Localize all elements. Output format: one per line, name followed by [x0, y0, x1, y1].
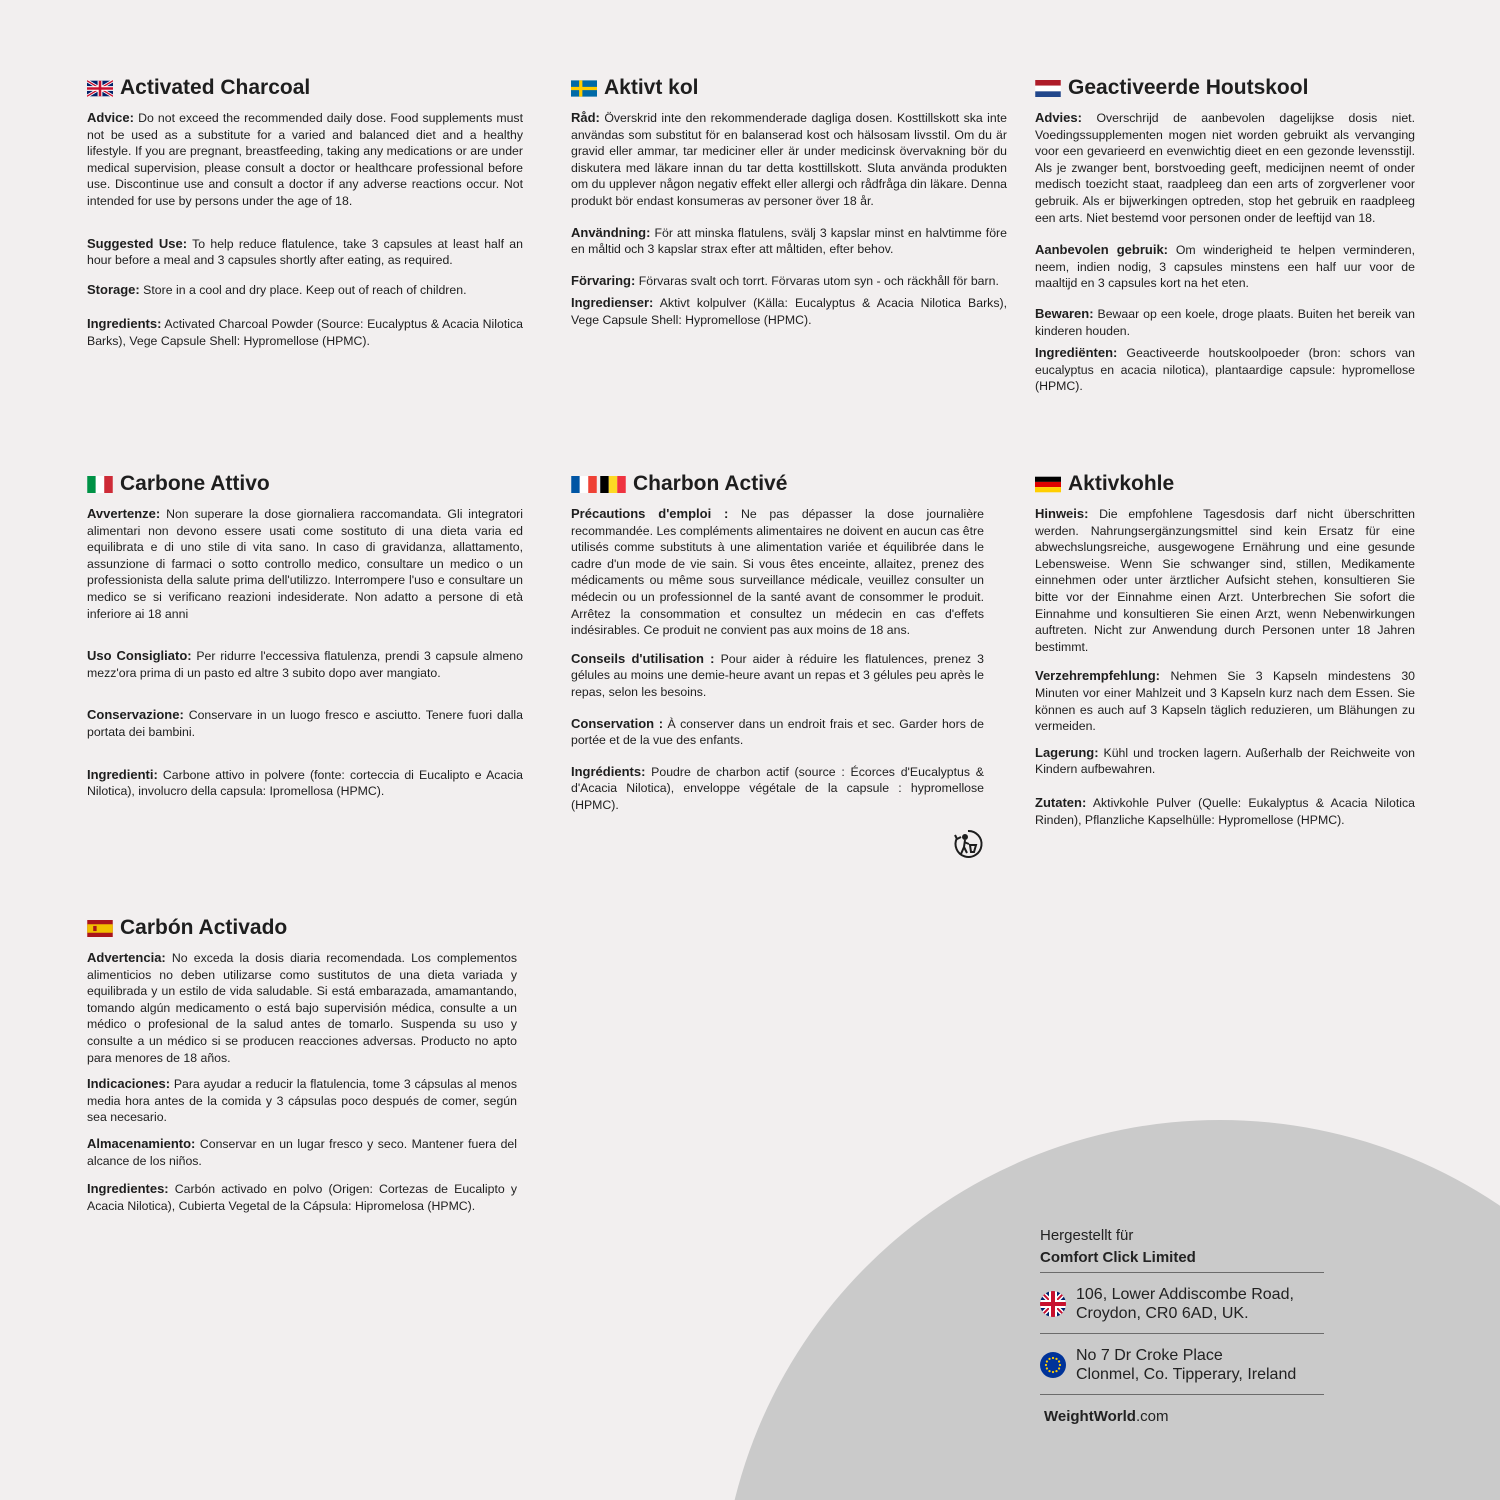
ingredients-paragraph: Ingredienti: Carbone attivo in polvere (fonte: corteccia di Eucalipto e Acacia Nilotica), involucro della capsula: Ipromellosa (HPMC). — [87, 766, 523, 799]
netherlands-flag-icon — [1035, 80, 1061, 97]
usage-paragraph: Verzehrempfehlung: Nehmen Sie 3 Kapseln mindestens 30 Minuten vor einer Mahlzeit und 3 Kapseln kurz nach dem Essen. Sie können es auch auf 3 Kapseln täglich reduzieren, um Blähungen zu vermeiden. — [1035, 668, 1415, 734]
usage-paragraph: Conseils d'utilisation : Pour aider à réduire les flatulences, prenez 3 gélules au moins une demie-heure avant un repas et 3 gélules peu après le repas, selon les besoins. — [571, 650, 984, 699]
usage-paragraph: Uso Consigliato: Per ridurre l'eccessiva flatulenza, prendi 3 capsule almeno mezz'ora prima di un pasto ed altre 3 subito dopo aver mangiato. — [87, 648, 523, 680]
section-spanish — [87, 915, 517, 1227]
usage-paragraph: Användning: För att minska flatulens, svälj 3 kapslar minst en halvtimme före en måltid och 3 kapslar strax efter att måltiden, efter behov. — [571, 224, 1007, 257]
website-link[interactable]: WeightWorld.com — [1044, 1408, 1169, 1425]
section-title: Carbone Attivo — [87, 471, 523, 497]
triman-recycle-icon — [952, 828, 984, 860]
advice-paragraph: Advice: Do not exceed the recommended daily dose. Food supplements must not be used as a substitute for a varied and balanced diet and a healthy lifestyle. If you are pregnant, breastfeeding, taking any medications or are under medical supervision, please consult a doctor or healthcare professional before use. Discontinue use and consult a doctor if any adverse reactions occur. Not intended for use by persons under the age of 18. — [87, 110, 523, 208]
storage-paragraph: Lagerung: Kühl und trocken lagern. Außerhalb der Reichweite von Kindern aufbewahren. — [1035, 744, 1415, 777]
ingredients-paragraph: Ingredienser: Aktivt kolpulver (Källa: Eucalyptus & Acacia Nilotica Barks), Vege Capsule Shell: Hypromellose (HPMC). — [571, 295, 1007, 327]
storage-paragraph: Förvaring: Förvaras svalt och torrt. Förvaras utom syn - och räckhåll för barn. — [571, 272, 999, 288]
address-line: Clonmel, Co. Tipperary, Ireland — [1076, 1366, 1297, 1383]
eu-flag-icon — [1040, 1352, 1066, 1378]
advice-paragraph: Précautions d'emploi : Ne pas dépasser la dose journalière recommandée. Les compléments alimentaires ne doivent en aucun cas être utilisés comme substituts à une alimentation variée et équilibrée dans le cadre d'un mode de vie sain. Si vous êtes enceinte, allaitez, prenez des médicaments ou même sous surveillance médicale, veuillez consulter un médecin ou un professionnel de la santé avant de consommer le produit. Arrêtez la consommation et consultez un médecin en cas d'effets indésirables. Ce produit ne convient pas aux moins de 18 ans. — [571, 506, 984, 638]
uk-flag-icon — [1040, 1291, 1066, 1317]
advice-paragraph: Hinweis: Die empfohlene Tagesdosis darf nicht überschritten werden. Nahrungsergänzungsmittel sind kein Ersatz für eine abwechslungsreiche, ausgewogene Ernährung und eine gesunde Lebensweise. Wenn Sie schwanger sind, stillen, Medikamente einnehmen oder unter ärztlicher Aufsicht stehen, konsultieren Sie bitte vor der Einnahme einen Arzt. Unterbrechen Sie sofort die Einnahme und konsultieren Sie einen Arzt, wenn Nebenwirkungen auftreten. Nicht zur Anwendung durch Personen unter 18 Jahren bestimmt. — [1035, 506, 1415, 654]
eu-address — [1040, 1334, 1324, 1395]
usage-paragraph: Aanbevolen gebruik: Om winderigheid te helpen verminderen, neem, indien nodig, 3 capsules minstens een half uur voor de maaltijd en 3 capsules kort na het eten. — [1035, 242, 1415, 291]
usage-paragraph: Indicaciones: Para ayudar a reducir la flatulencia, tome 3 cápsulas al menos media hora antes de la comida y 3 cápsulas poco después de comer, según sea necesario. — [87, 1076, 517, 1125]
ingredients-paragraph: Ingrediënten: Geactiveerde houtskoolpoeder (bron: schors van eucalyptus en acacia nilotica), plantaardige capsule: hypromellose (HPMC). — [1035, 345, 1415, 394]
ingredients-paragraph: Ingredients: Activated Charcoal Powder (Source: Eucalyptus & Acacia Nilotica Barks), Vege Capsule Shell: Hypromellose (HPMC). — [87, 316, 523, 348]
uk-flag-icon — [87, 80, 113, 97]
section-german — [1035, 471, 1415, 841]
company-name: Comfort Click Limited — [1040, 1248, 1324, 1273]
uk-address — [1040, 1273, 1324, 1334]
italy-flag-icon — [87, 476, 113, 493]
made-for-label: Hergestellt für — [1040, 1227, 1134, 1244]
france-flag-icon — [571, 476, 597, 493]
section-title: Charbon Activé — [571, 471, 984, 497]
storage-paragraph: Storage: Store in a cool and dry place. Keep out of reach of children. — [87, 281, 467, 297]
section-english — [87, 75, 523, 363]
ingredients-paragraph: Zutaten: Aktivkohle Pulver (Quelle: Eukalyptus & Acacia Nilotica Rinden), Pflanzliche Kapselhülle: Hypromellose (HPMC). — [1035, 794, 1415, 827]
section-title: Aktivt kol — [571, 75, 1007, 101]
address-line: No 7 Dr Croke Place — [1076, 1347, 1223, 1364]
usage-paragraph: Suggested Use: To help reduce flatulence, take 3 capsules at least half an hour before a meal and 3 capsules shortly after eating, as required. — [87, 235, 523, 268]
storage-paragraph: Conservation : À conserver dans un endroit frais et sec. Garder hors de portée et de la vue des enfants. — [571, 715, 984, 748]
manufacturer-footer — [1040, 1226, 1324, 1427]
ingredients-paragraph: Ingredientes: Carbón activado en polvo (Origen: Cortezas de Eucalipto y Acacia Nilotica), Cubierta Vegetal de la Cápsula: Hipromelosa (HPMC). — [87, 1181, 517, 1213]
storage-paragraph: Conservazione: Conservare in un luogo fresco e asciutto. Tenere fuori dalla portata dei bambini. — [87, 707, 523, 739]
section-title: Aktivkohle — [1035, 471, 1415, 497]
germany-flag-icon — [1035, 476, 1061, 493]
section-title: Carbón Activado — [87, 915, 517, 941]
advice-paragraph: Avvertenze: Non superare la dose giornaliera raccomandata. Gli integratori alimentari non devono essere usati come sostituto di una dieta varia ed equilibrata e di uno stile di vita sano. In caso di gravidanza, allattamento, assunzione di farmaci o sotto controllo medico, consultare un medico o un professionista della salute prima dell'utilizzo. Interrompere l'uso e consultare un medico se si verificano reazioni indesiderate. Non adatto a persone di età inferiore ai 18 anni — [87, 506, 523, 621]
section-title: Geactiveerde Houtskool — [1035, 75, 1415, 101]
section-french — [571, 471, 984, 827]
storage-paragraph: Bewaren: Bewaar op een koele, droge plaats. Buiten het bereik van kinderen houden. — [1035, 305, 1415, 338]
advice-paragraph: Advies: Overschrijd de aanbevolen dagelijkse dosis niet. Voedingssupplementen mogen niet worden gebruikt als vervanging voor een gevarieerd en evenwichtig dieet en een gezonde levensstijl. Als je zwanger bent, borstvoeding geeft, medicijnen neemt of onder medisch toezicht staat, raadpleeg dan een arts of zorgverlener voor gebruik. Als er bijwerkingen optreden, stop het gebruik en raadpleeg een arts. Niet bestemd voor personen onder de leeftijd van 18. — [1035, 110, 1415, 225]
sweden-flag-icon — [571, 80, 597, 97]
ingredients-paragraph: Ingrédients: Poudre de charbon actif (source : Écorces d'Eucalyptus & d'Acacia Nilotica), enveloppe végétale de la capsule : hypromellose (HPMC). — [571, 763, 984, 812]
section-title: Activated Charcoal — [87, 75, 523, 101]
spain-flag-icon — [87, 920, 113, 937]
section-italian — [87, 471, 523, 813]
address-line: 106, Lower Addiscombe Road, — [1076, 1286, 1294, 1303]
belgium-flag-icon — [600, 476, 626, 493]
storage-paragraph: Almacenamiento: Conservar en un lugar fresco y seco. Mantener fuera del alcance de los niños. — [87, 1135, 517, 1168]
section-dutch — [1035, 75, 1415, 408]
advice-paragraph: Advertencia: No exceda la dosis diaria recomendada. Los complementos alimenticios no deben utilizarse como sustitutos de una dieta variada y equilibrada y un estilo de vida saludable. Si está embarazada, amamantando, tomando algún medicamento o está bajo supervisión médica, consulte a un médico o profesional de la salud antes de tomarlo. Suspenda su uso y consulte a un médico si se producen reacciones adversas. Producto no apto para menores de 18 años. — [87, 950, 517, 1065]
advice-paragraph: Råd: Överskrid inte den rekommenderade dagliga dosen. Kosttillskott ska inte användas som substitut för en balanserad kost och hälsosam livsstil. Om du är gravid eller ammar, tar mediciner eller är under medicinsk övervakning bör du diskutera med läkare innan du tar detta kosttillskott. Sluta använda produkten om du upplever någon negativ effekt eller allergi och rådfråga din läkare. Denna produkt bör endast konsumeras av personer över 18 år. — [571, 110, 1007, 208]
section-swedish — [571, 75, 1007, 342]
address-line: Croydon, CR0 6AD, UK. — [1076, 1305, 1249, 1322]
